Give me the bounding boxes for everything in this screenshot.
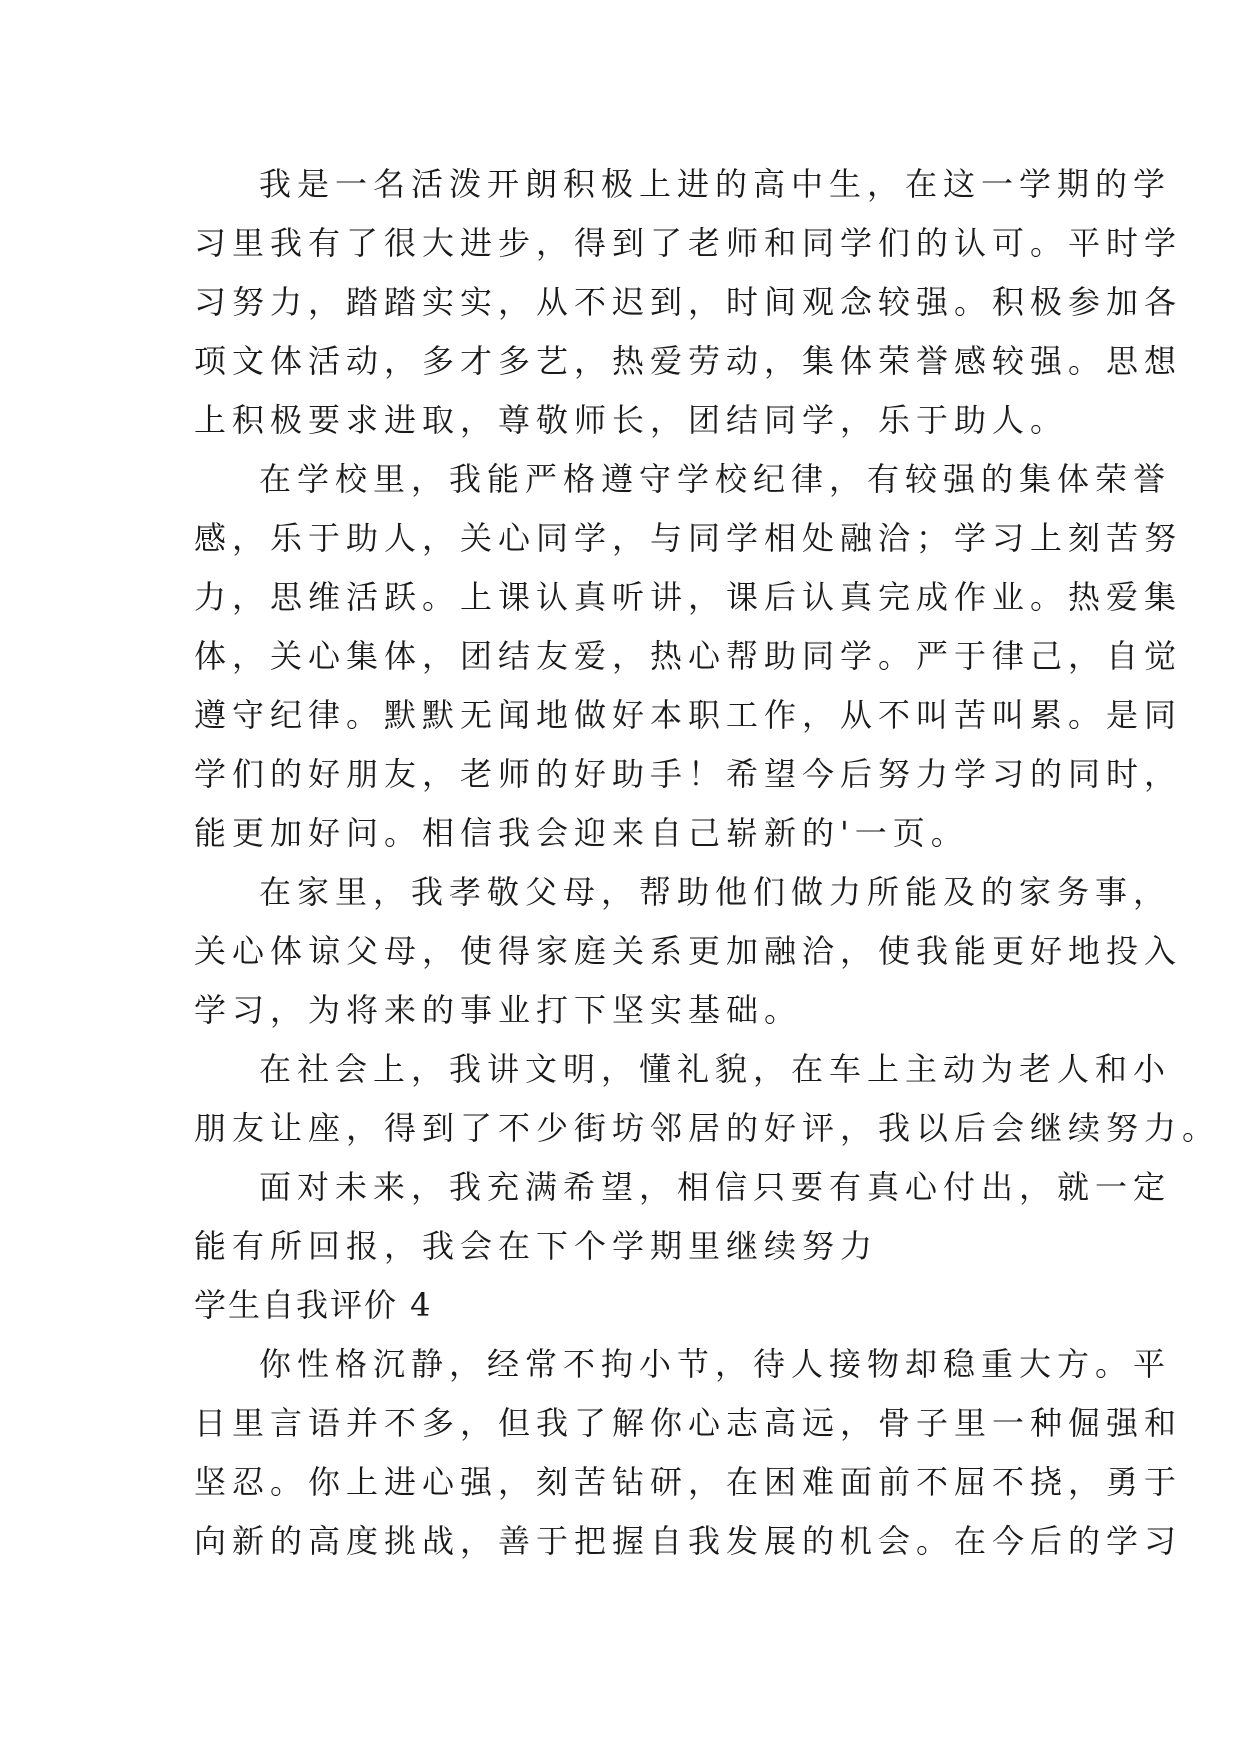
text-line: 上积极要求进取，尊敬师长，团结同学，乐于助人。 xyxy=(194,401,1069,439)
text-line: 能更加好问。相信我会迎来自己崭新的'一页。 xyxy=(194,814,969,852)
text-line: 力，思维活跃。上课认真听讲，课后认真完成作业。热爱集 xyxy=(194,578,1183,616)
text-line: 朋友让座，得到了不少街坊邻居的好评，我以后会继续努力。 xyxy=(194,1109,1221,1147)
section-heading: 学生自我评价 4 xyxy=(194,1286,433,1324)
text-line: 日里言语并不多，但我了解你心志高远，骨子里一种倔强和 xyxy=(194,1404,1183,1442)
text-line: 项文体活动，多才多艺，热爱劳动，集体荣誉感较强。思想 xyxy=(194,342,1183,380)
text-line: 学们的好朋友，老师的好助手！希望今后努力学习的同时， xyxy=(194,755,1183,793)
paragraph-2 xyxy=(194,450,1183,863)
text-line: 在学校里，我能严格遵守学校纪律，有较强的集体荣誉 xyxy=(259,460,1172,498)
text-line: 坚忍。你上进心强，刻苦钻研，在困难面前不屈不挠，勇于 xyxy=(194,1463,1183,1501)
text-line: 向新的高度挑战，善于把握自我发展的机会。在今后的学习 xyxy=(194,1522,1183,1560)
text-line: 你性格沉静，经常不拘小节，待人接物却稳重大方。平 xyxy=(259,1345,1172,1383)
text-line: 我是一名活泼开朗积极上进的高中生，在这一学期的学 xyxy=(259,165,1172,203)
paragraph-4 xyxy=(194,1040,1221,1158)
text-line: 遵守纪律。默默无闻地做好本职工作，从不叫苦叫累。是同 xyxy=(194,696,1183,734)
paragraph-5 xyxy=(194,1158,1172,1276)
text-line: 在社会上，我讲文明，懂礼貌，在车上主动为老人和小 xyxy=(259,1050,1172,1088)
paragraph-6 xyxy=(194,1335,1183,1571)
text-line: 在家里，我孝敬父母，帮助他们做力所能及的家务事， xyxy=(259,873,1172,911)
document-body xyxy=(194,155,1221,1571)
text-line: 关心体谅父母，使得家庭关系更加融洽，使我能更好地投入 xyxy=(194,932,1183,970)
text-line: 感，乐于助人，关心同学，与同学相处融洽；学习上刻苦努 xyxy=(194,519,1183,557)
text-line: 体，关心集体，团结友爱，热心帮助同学。严于律己，自觉 xyxy=(194,637,1183,675)
text-line: 能有所回报，我会在下个学期里继续努力 xyxy=(194,1227,879,1265)
text-line: 习努力，踏踏实实，从不迟到，时间观念较强。积极参加各 xyxy=(194,283,1183,321)
text-line: 面对未来，我充满希望，相信只要有真心付出，就一定 xyxy=(259,1168,1172,1206)
paragraph-1 xyxy=(194,155,1183,450)
text-line: 习里我有了很大进步，得到了老师和同学们的认可。平时学 xyxy=(194,224,1183,262)
paragraph-3 xyxy=(194,863,1183,1040)
text-line: 学习，为将来的事业打下坚实基础。 xyxy=(194,991,803,1029)
